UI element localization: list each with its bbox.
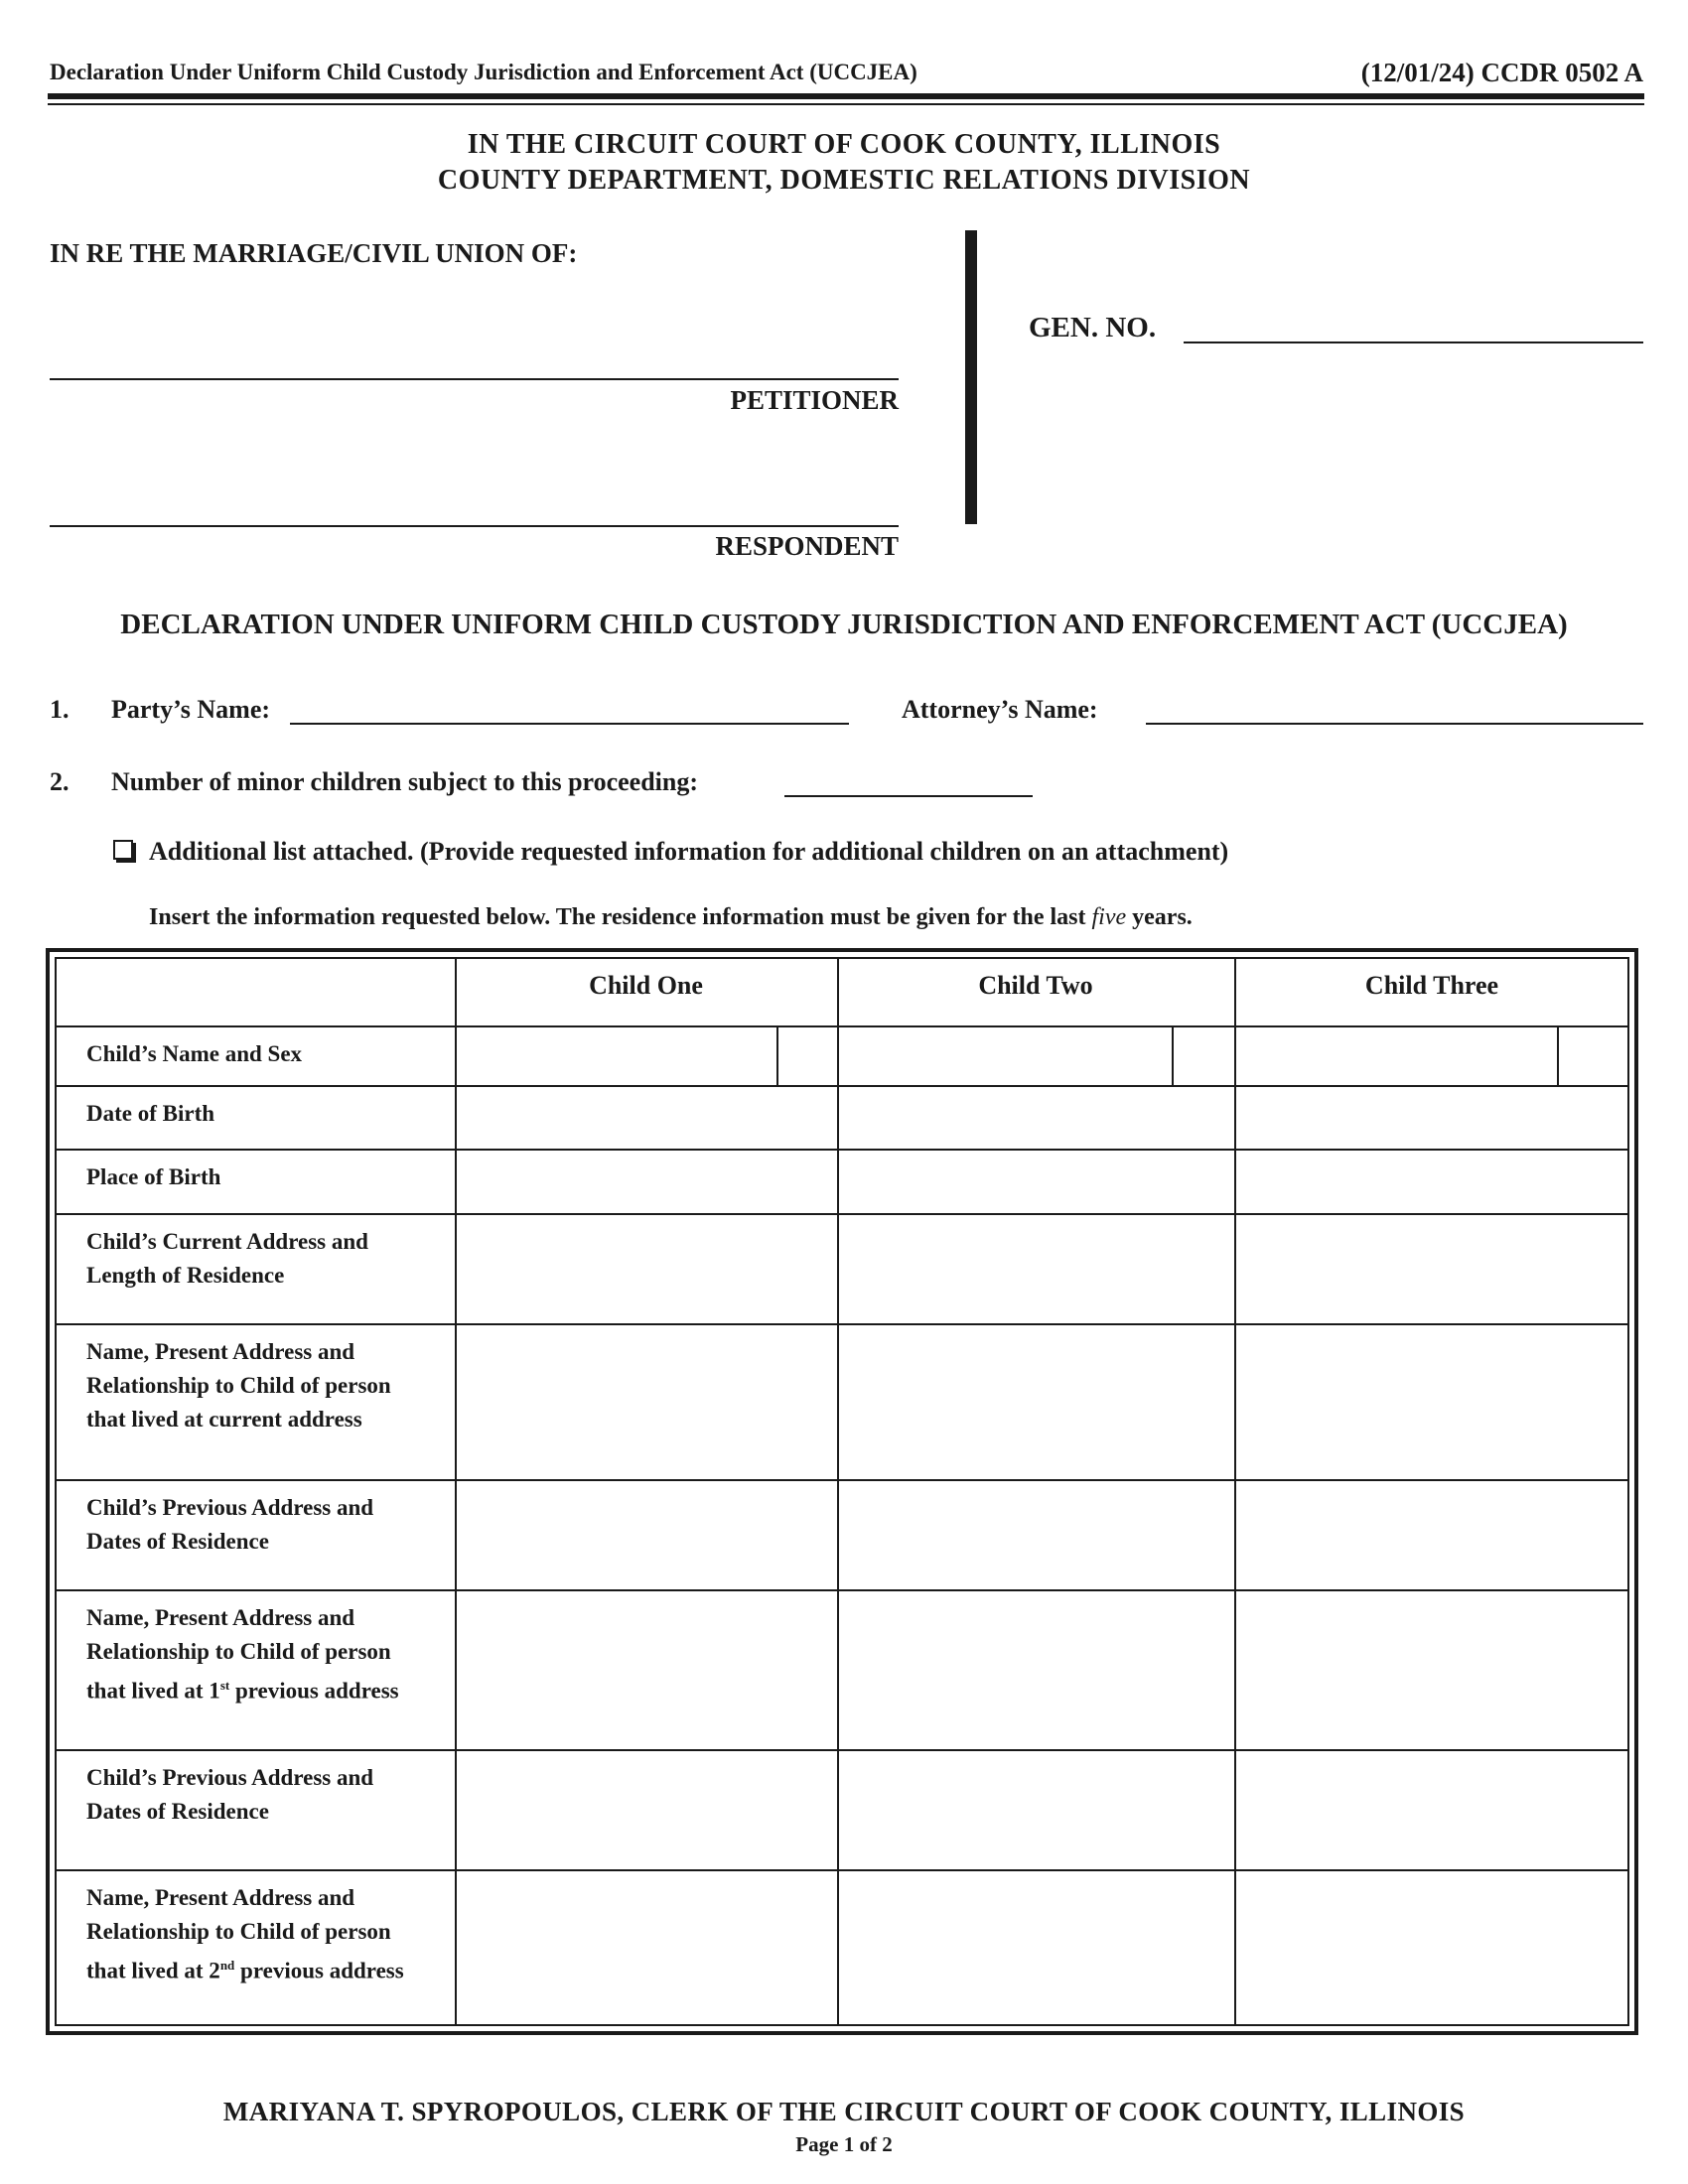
row-label-line: Child’s Current Address and [86,1229,368,1254]
row-label-line: Place of Birth [86,1164,221,1189]
page-number: Page 1 of 2 [795,2132,893,2156]
table-cell-child-3[interactable] [1237,1752,1626,1866]
row-label [86,1225,454,1293]
court-name-line1: IN THE CIRCUIT COURT OF COOK COUNTY, ILLINOIS [467,129,1221,160]
row-divider [55,1589,1629,1591]
table-cell-child-1[interactable] [458,1326,834,1476]
table-cell-child-1[interactable] [458,1216,834,1320]
column-divider [837,957,839,2026]
instruction-emphasis: five [1091,904,1127,930]
row-label [86,1335,454,1436]
row-label [86,1160,454,1194]
row-label-line: Relationship to Child of person [86,1373,391,1398]
table-cell-child-3[interactable] [1237,1326,1626,1476]
row-label-line: Child’s Previous Address and [86,1495,374,1520]
table-cell-child-1[interactable] [458,1872,834,2023]
party-name-field[interactable] [290,723,849,725]
declaration-title: DECLARATION UNDER UNIFORM CHILD CUSTODY JURISDICTION AND ENFORCEMENT ACT (UCCJEA) [120,609,1568,640]
petitioner-label: PETITIONER [730,385,899,415]
table-cell-child-3[interactable] [1237,1592,1626,1746]
form-title-header: Declaration Under Uniform Child Custody Jurisdiction and Enforcement Act (UCCJEA) [50,60,917,84]
row-label-line: Name, Present Address and [86,1605,355,1630]
row-label [86,1097,454,1131]
table-cell-child-1[interactable] [458,1482,834,1586]
item-2-number: 2. [50,767,70,796]
in-re-label: IN RE THE MARRIAGE/CIVIL UNION OF: [50,238,578,268]
row-label-line [86,1949,454,1988]
column-header-child-2: Child Two [978,971,1093,1000]
attorney-name-field[interactable] [1146,723,1643,725]
row-label-line: Name, Present Address and [86,1339,355,1364]
row-divider [55,1323,1629,1325]
column-divider [455,957,457,2026]
table-cell-child-1[interactable] [458,1592,834,1746]
table-cell-child-2[interactable] [840,1152,1231,1210]
row-label-line: Relationship to Child of person [86,1639,391,1664]
children-count-label: Number of minor children subject to this proceeding: [111,767,699,796]
table-cell-child-1[interactable] [458,1752,834,1866]
row-label [86,1037,454,1071]
row-label [86,1881,454,1988]
form-code: (12/01/24) CCDR 0502 A [1360,58,1643,87]
children-count-field[interactable] [784,795,1033,797]
clerk-footer: MARIYANA T. SPYROPOULOS, CLERK OF THE CIRCUIT COURT OF COOK COUNTY, ILLINOIS [222,2097,1466,2126]
instruction-text-end: years. [1126,904,1193,930]
row-label-text: that lived at 1 [86,1678,220,1704]
row-label [86,1491,454,1559]
row-label-line [86,1669,454,1708]
row-label-text: previous address [229,1678,399,1704]
column-divider [1234,957,1236,2026]
instruction-text [149,904,1193,931]
petitioner-name-field[interactable] [50,378,899,380]
row-divider [55,1085,1629,1087]
header-rule-thick [48,93,1644,99]
row-label-line: Name, Present Address and [86,1885,355,1910]
row-label [86,1761,454,1829]
attorney-name-label: Attorney’s Name: [902,695,1098,724]
row-divider [55,1749,1629,1751]
additional-list-label: Additional list attached. (Provide requested information for additional children on an attachment) [149,837,1229,866]
additional-list-checkbox[interactable] [113,840,133,860]
table-cell-child-3[interactable] [1237,1028,1626,1082]
table-cell-child-3[interactable] [1237,1088,1626,1146]
row-label-line: Child’s Previous Address and [86,1765,374,1790]
item-1-number: 1. [50,695,70,724]
ordinal-suffix: nd [219,1958,235,1973]
table-cell-child-2[interactable] [840,1326,1231,1476]
column-header-child-1: Child One [589,971,703,1000]
ordinal-suffix: st [219,1678,230,1693]
table-cell-child-2[interactable] [840,1872,1231,2023]
respondent-label: RESPONDENT [715,531,899,561]
table-cell-child-3[interactable] [1237,1872,1626,2023]
table-cell-child-2[interactable] [840,1752,1231,1866]
table-cell-child-2[interactable] [840,1482,1231,1586]
row-divider [55,1869,1629,1871]
table-cell-child-2[interactable] [840,1592,1231,1746]
row-label [86,1601,454,1708]
row-label-line: Dates of Residence [86,1799,269,1824]
row-label-line: Date of Birth [86,1101,215,1126]
row-divider [55,1479,1629,1481]
row-label-line: Length of Residence [86,1263,285,1288]
table-cell-child-2[interactable] [840,1216,1231,1320]
table-cell-child-3[interactable] [1237,1482,1626,1586]
table-cell-child-1[interactable] [458,1088,834,1146]
table-cell-child-2[interactable] [840,1088,1231,1146]
row-label-line: Dates of Residence [86,1529,269,1554]
table-cell-child-3[interactable] [1237,1152,1626,1210]
row-label-line: Child’s Name and Sex [86,1041,303,1066]
row-label-line: that lived at current address [86,1407,362,1432]
gen-no-field[interactable] [1184,341,1643,343]
row-divider [55,1213,1629,1215]
respondent-name-field[interactable] [50,525,899,527]
instruction-text-start: Insert the information requested below. The residence information must be given for the last [149,904,1092,930]
row-label-line: Relationship to Child of person [86,1919,391,1944]
row-label-text: that lived at 2 [86,1958,220,1983]
gen-no-label: GEN. NO. [1029,312,1157,343]
row-label-text: previous address [234,1958,404,1983]
table-cell-child-1[interactable] [458,1028,834,1082]
header-rule-thin [48,103,1644,105]
court-name-line2: COUNTY DEPARTMENT, DOMESTIC RELATIONS DIVISION [437,165,1251,196]
table-cell-child-1[interactable] [458,1152,834,1210]
row-divider [55,1025,1629,1027]
table-cell-child-3[interactable] [1237,1216,1626,1320]
party-name-label: Party’s Name: [111,695,271,724]
column-header-child-3: Child Three [1364,971,1499,1000]
caption-divider [965,230,977,524]
table-cell-child-2[interactable] [840,1028,1231,1082]
row-divider [55,1149,1629,1151]
